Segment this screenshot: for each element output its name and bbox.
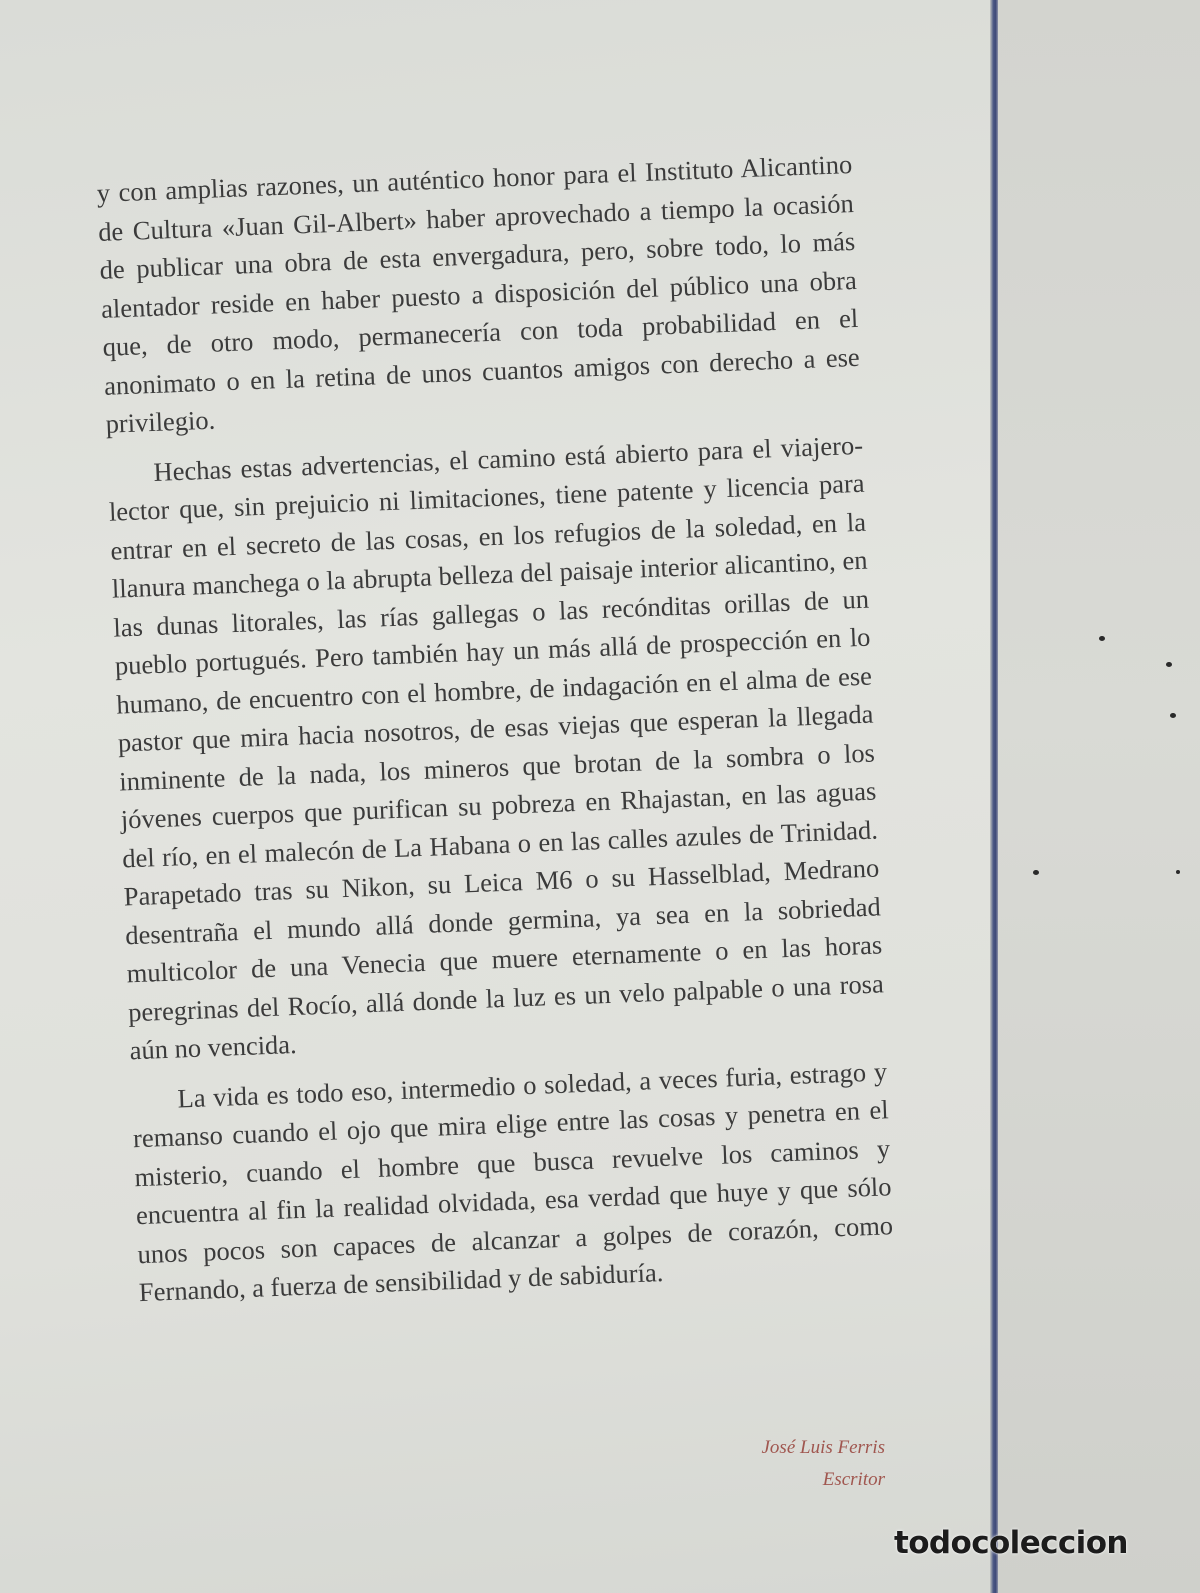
author-name: José Luis Ferris [761, 1437, 885, 1458]
author-role: Escritor [822, 1469, 885, 1490]
dust-speck [1166, 662, 1172, 667]
article-body [96, 145, 895, 1312]
signature-block [660, 1432, 885, 1496]
dust-speck [1176, 870, 1180, 874]
adjacent-surface [998, 0, 1200, 1593]
site-watermark: todocoleccion [894, 1525, 1128, 1561]
paragraph-2: Hechas estas advertencias, el camino está abierto para el viajero-lector que, sin prejuicio ni limitaciones, tiene patente y licencia para entrar en el secreto de las cosas, en los refugios de la soledad, en la llanura manchega o la abrupta belleza del paisaje interior alicantino, en las dunas litorales, las rías gallegas o las recónditas orillas de un pueblo portugués. Pero también hay un más allá de prospección en lo humano, de encuentro con el hombre, de indagación en el alma de ese pastor que mira hacia nosotros, de esas viejas que esperan la llegada inminente de la nada, los mineros que brotan de la sombra o los jóvenes cuerpos que purifican su pobreza en Rhajastan, en las aguas del río, en el malecón de La Habana o en las calles azules de Trinidad. Parapetado tras su Nikon, su Leica M6 o su Hasselblad, Medrano desentraña el mundo allá donde germina, ya sea en la sobriedad multicolor de una Venecia que muere eternamente o en las horas peregrinas del Rocío, allá donde la luz es un velo palpable o una rosa aún no vencida. [108, 429, 885, 1066]
paragraph-3: La vida es todo eso, intermedio o soledad, a veces furia, estrago y remanso cuando el ojo que mira elige entre las cosas y penetra en el misterio, cuando el hombre que busca revuelve los caminos y encuentra al fin la realidad olvidada, esa verdad que huye y que sólo unos pocos son capaces de alcanzar a golpes de corazón, como Fernando, a fuerza de sensibilidad y de sabiduría. [132, 1055, 894, 1308]
paragraph-1: y con amplias razones, un auténtico honor para el Instituto Alicantino de Cultura «Juan Gil-Albert» haber aprovechado a tiempo la ocasión de publicar una obra de esta envergadura, pero, sobre todo, lo más alentador reside en haber puesto a disposición del público una obra que, de otro modo, permanecería con toda probabilidad en el anonimato o en la retina de unos cuantos amigos con derecho a ese privilegio. [96, 148, 861, 439]
dust-speck [1099, 636, 1105, 641]
dust-speck [1170, 713, 1176, 718]
dust-speck [1033, 870, 1039, 875]
book-binding-edge [990, 0, 998, 1593]
